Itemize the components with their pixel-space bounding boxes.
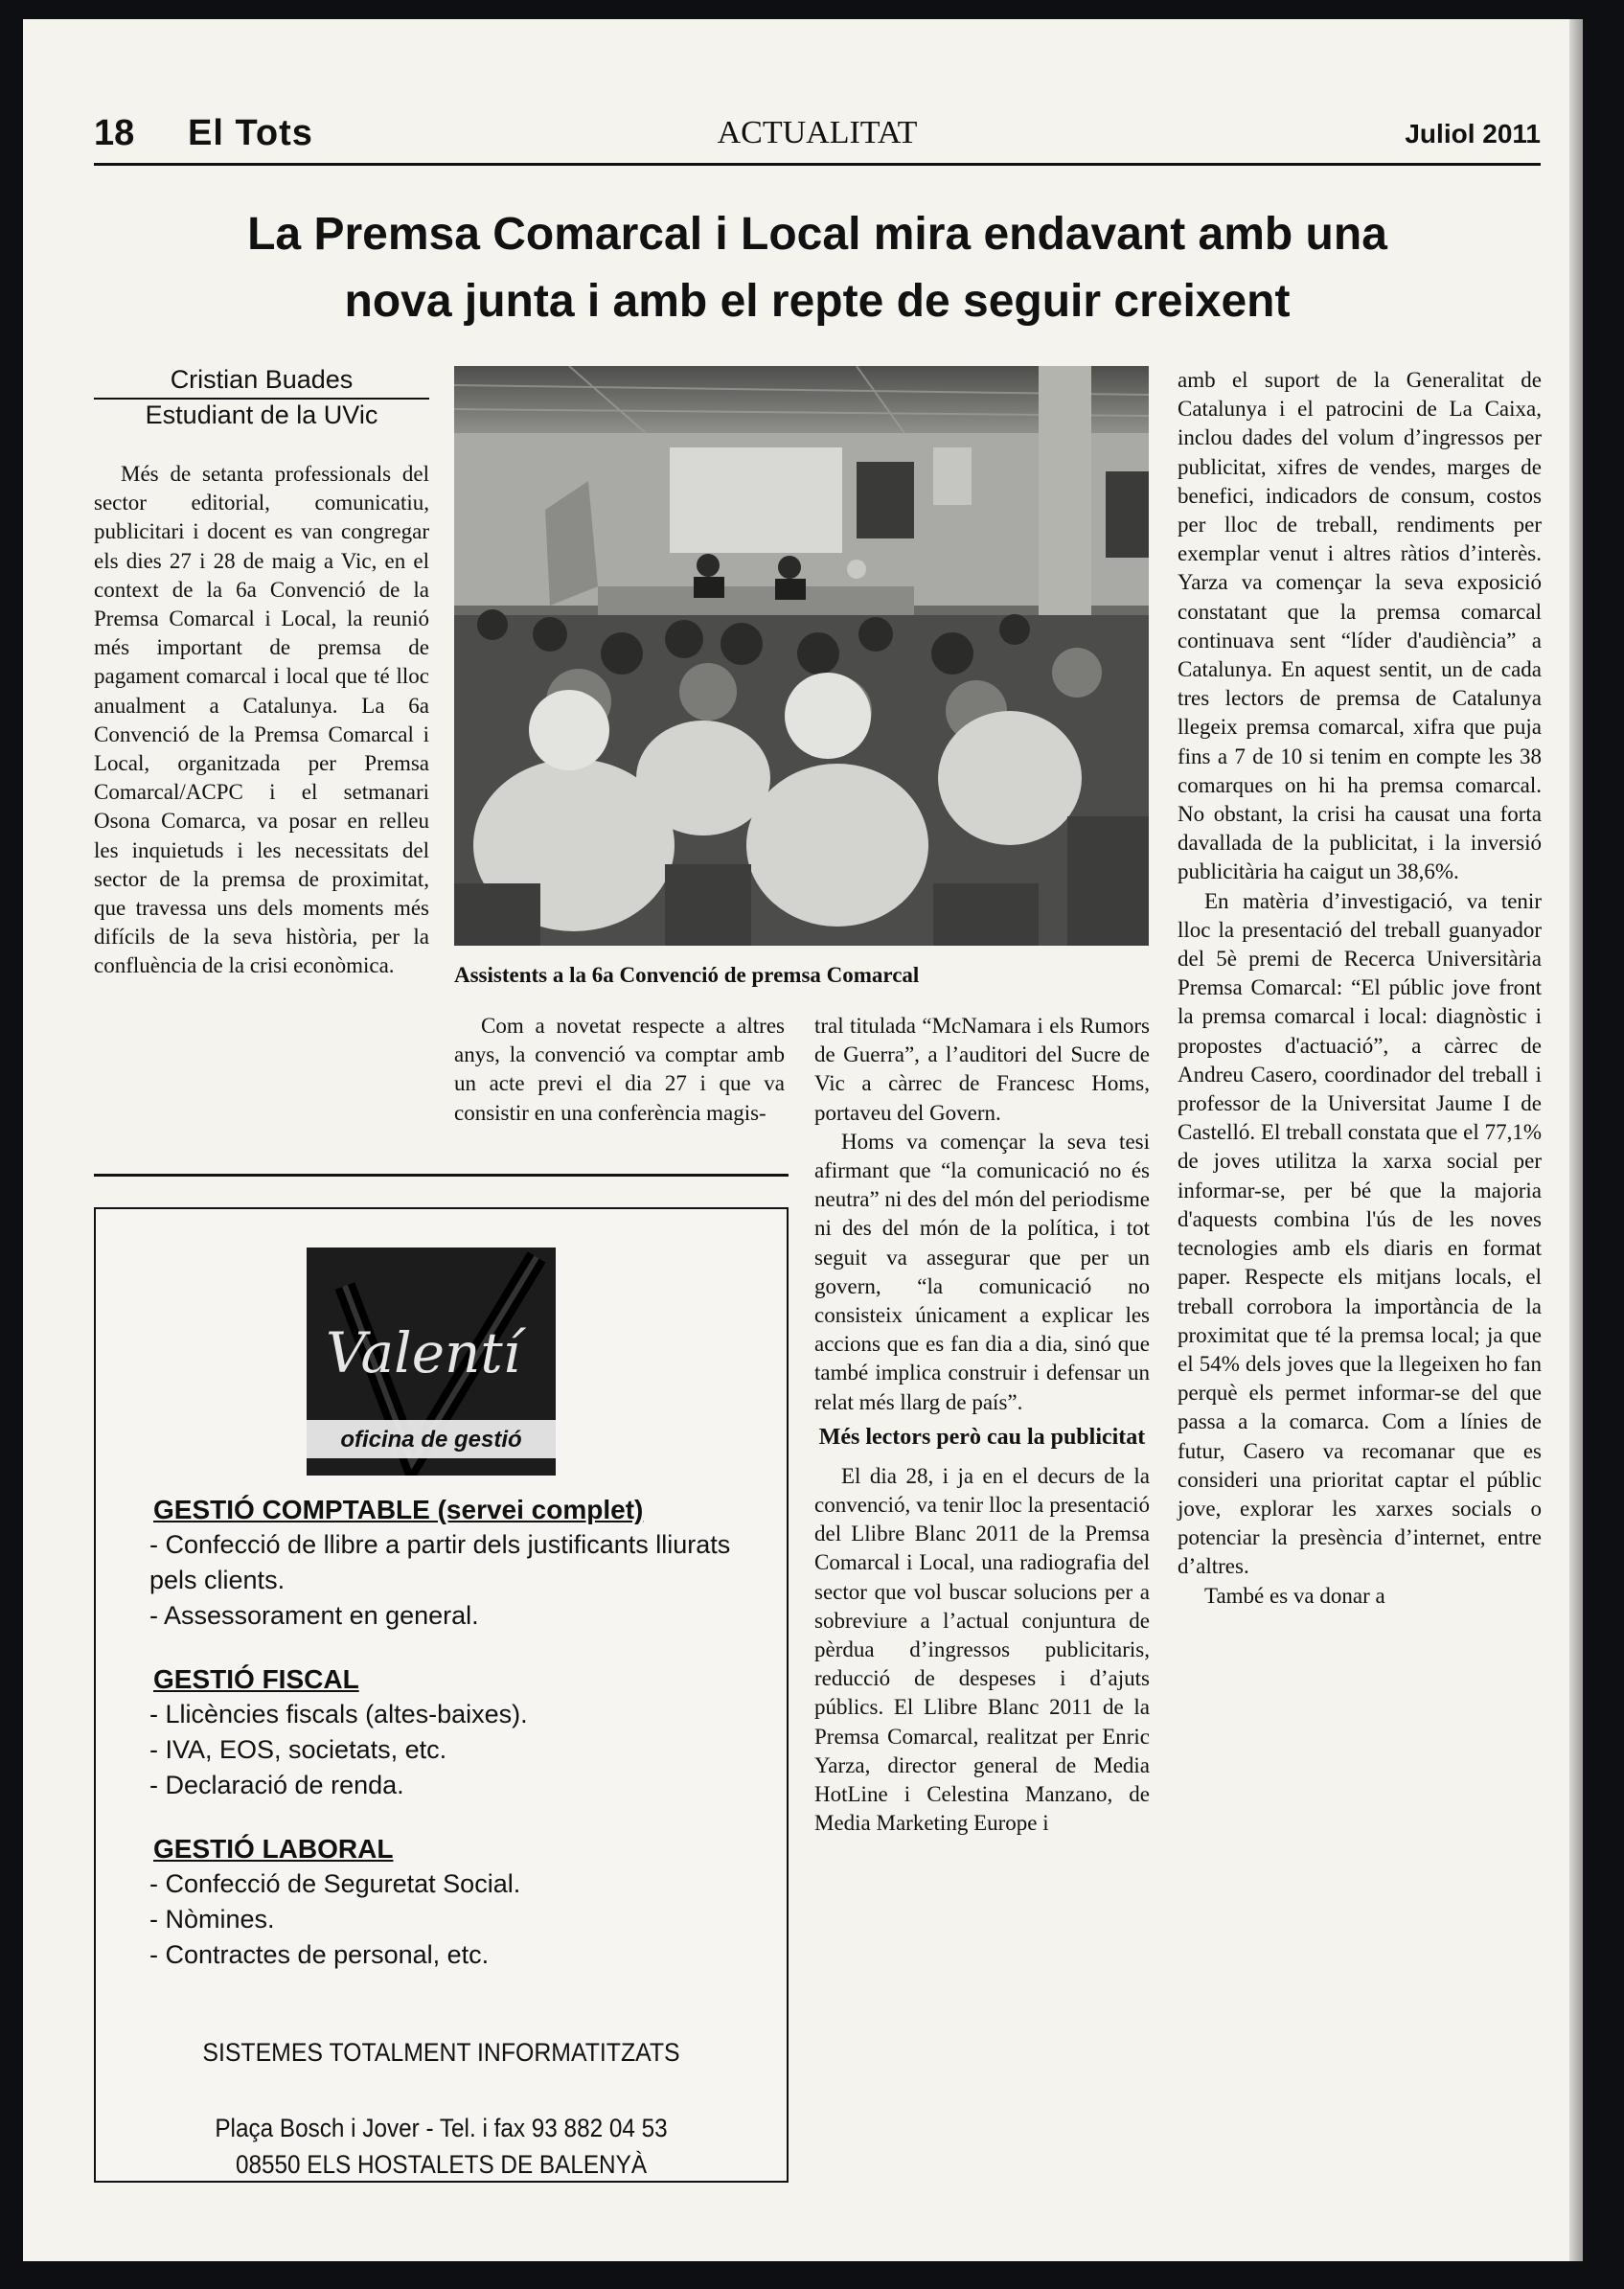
service-item: - Declaració de renda. — [149, 1771, 404, 1799]
issue-date: Juliol 2011 — [1405, 119, 1541, 149]
paragraph: Com a novetat respecte a altres anys, la convenció va comptar amb un acte previ el dia 27 i que va consistir en una conferència magis- — [454, 1014, 785, 1125]
audience-illustration — [454, 366, 1149, 946]
headline-line-2: nova junta i amb el repte de seguir creixent — [344, 276, 1291, 327]
ad-tagline: SISTEMES TOTALMENT INFORMATITZATS — [202, 2038, 680, 2067]
paragraph: També es va donar a — [1204, 1583, 1385, 1608]
paragraph: tral titulada “McNamara i els Rumors de Guerra”, a l’auditori del Sucre de Vic a càrrec de Francesc Homs, portaveu del Govern. — [814, 1014, 1150, 1125]
service-list-accounting — [149, 1527, 766, 1634]
service-item: - Confecció de llibre a partir dels justificants lliurats pels clients. — [149, 1530, 731, 1594]
page-header — [94, 113, 1541, 166]
paragraph: Homs va començar la seva tesi afirmant que “la comunicació no és neutra” ni des del món del periodisme ni des del món de la política, i tot seguit va assegurar que per un govern, “la comunicació no consisteix únicament a explicar les accions que es fan dia a dia, sinó que també implica construir i defensar un relat més llarg de país”. — [814, 1129, 1151, 1414]
service-item: - Nòmines. — [149, 1905, 275, 1934]
article-column-2 — [454, 1012, 785, 1128]
paragraph: amb el suport de la Generalitat de Catalunya i el patrocini de La Caixa, inclou dades del volum d’ingressos per publicitat, xifres de vendes, marges de benefici, indicadors de consum, costos per lloc de treball, rendiments per exemplar venut i altres ràtios d’interès. Yarza va començar la seva exposició constatant que la premsa comarcal continuava sent “líder d'audiència” a Catalunya. En aquest sentit, un de cada tres lectors de premsa de Catalunya llegeix premsa comarcal, xifra que puja fins a 7 de 10 si tenim en compte les 38 comarques on hi ha premsa comarcal. No obstant, la crisi ha causat una forta davallada de la publicitat, i la inversió publicitària ha caigut un 38,6%. — [1178, 368, 1542, 884]
photo-caption: Assistents a la 6a Convenció de premsa Comarcal — [454, 963, 920, 987]
section-name: ACTUALITAT — [717, 115, 918, 150]
paragraph: El dia 28, i ja en el decurs de la convenció, va tenir lloc la presentació del Llibre Blanc 2011 de la Premsa Comarcal i Local, una radiografia del sector que vol buscar solucions per a sobreviure a l’actual conjuntura de pèrdua d’ingressos publicitaris, reducció de despeses i d’ajuts públics. El Llibre Blanc 2011 de la Premsa Comarcal, realitzat per Enric Yarza, director general de Media HotLine i Celestina Manzano, de Media Marketing Europe i — [814, 1463, 1150, 1836]
author-role: Estudiant de la UVic — [145, 401, 378, 429]
headline-line-1: La Premsa Comarcal i Local mira endavant amb una — [247, 209, 1387, 260]
service-title-accounting: GESTIÓ COMPTABLE (servei complet) — [153, 1495, 644, 1524]
service-title-fiscal: GESTIÓ FISCAL — [153, 1664, 359, 1694]
logo-script: Valentí — [326, 1320, 521, 1385]
conference-photo — [454, 366, 1149, 946]
publication-name: El Tots — [188, 113, 313, 153]
service-title-labour: GESTIÓ LABORAL — [153, 1834, 394, 1864]
article-column-1 — [94, 460, 429, 981]
service-list-fiscal — [149, 1697, 766, 1803]
logo-graphic — [307, 1248, 556, 1476]
advertisement-valenti — [94, 1207, 789, 2183]
valenti-logo — [307, 1248, 556, 1476]
section-divider — [94, 1174, 789, 1177]
article-column-3 — [814, 1012, 1150, 1838]
service-item: - Confecció de Seguretat Social. — [149, 1869, 521, 1898]
service-list-labour — [149, 1866, 766, 1973]
logo-tagline: oficina de gestió — [340, 1427, 522, 1453]
article-column-4 — [1178, 366, 1542, 1611]
service-item: - Contractes de personal, etc. — [149, 1940, 490, 1969]
ad-services — [149, 1493, 766, 1973]
subheading: Més lectors però cau la publicitat — [818, 1424, 1146, 1450]
author-name: Cristian Buades — [94, 364, 429, 400]
paragraph: En matèria d’investigació, va tenir lloc la presentació del treball guanyador del 5è premi de Recerca Universitària Premsa Comarcal: “El públic jove front la premsa comarcal i local: diagnòstic i propostes d'actuació”, a càrrec de Andreu Casero, coordinador del treball i professor de la Universitat Jaume I de Castelló. El treball constata que el 77,1% de joves utilitza la xarxa social per informar-se, per bé que la majoria d'aquests combina l'ús de les noves tecnologies amb els diaris en format paper. Respecte els mitjans locals, el treball corrobora la importància de la proximitat que té la premsa local; ja que el 54% dels joves que la llegeixen ho fan perquè els permet informar-se del que passa a la comarca. Com a línies de futur, Casero va recomanar que es consideri una prioritat captar el públic jove, explorar les xarxes socials o potenciar la presència d’internet, entre d’altres. — [1178, 888, 1542, 1579]
service-item: - IVA, EOS, societats, etc. — [149, 1735, 447, 1764]
ad-address-line-2: 08550 ELS HOSTALETS DE BALENYÀ — [235, 2150, 648, 2179]
newspaper-page — [23, 19, 1583, 2261]
service-item: - Llicències fiscals (altes-baixes). — [149, 1700, 528, 1728]
article-headline — [94, 201, 1541, 335]
ad-address-line-1: Plaça Bosch i Jover - Tel. i fax 93 882 04 53 — [215, 2114, 668, 2142]
service-item: - Assessorament en general. — [149, 1601, 479, 1630]
paragraph: Més de setanta professionals del sector editorial, comunicatiu, publicitari i docent es van congregar els dies 27 i 28 de maig a Vic, en el context de la 6a Convenció de la Premsa Comarcal i Local, la reunió més important de premsa de pagament comarcal i local que té lloc anualment a Catalunya. La 6a Convenció de la Premsa Comarcal i Local, organitzada per Premsa Comarcal/ACPC i el setmanari Osona Comarca, va posar en relleu les inquietuds i les necessitats del sector de la premsa de proximitat, que travessa uns dels moments més difícils de la seva història, per la confluència de la crisi econòmica. — [94, 462, 429, 978]
page-number: 18 — [94, 113, 135, 153]
byline — [94, 364, 429, 431]
ad-address — [130, 2110, 752, 2183]
